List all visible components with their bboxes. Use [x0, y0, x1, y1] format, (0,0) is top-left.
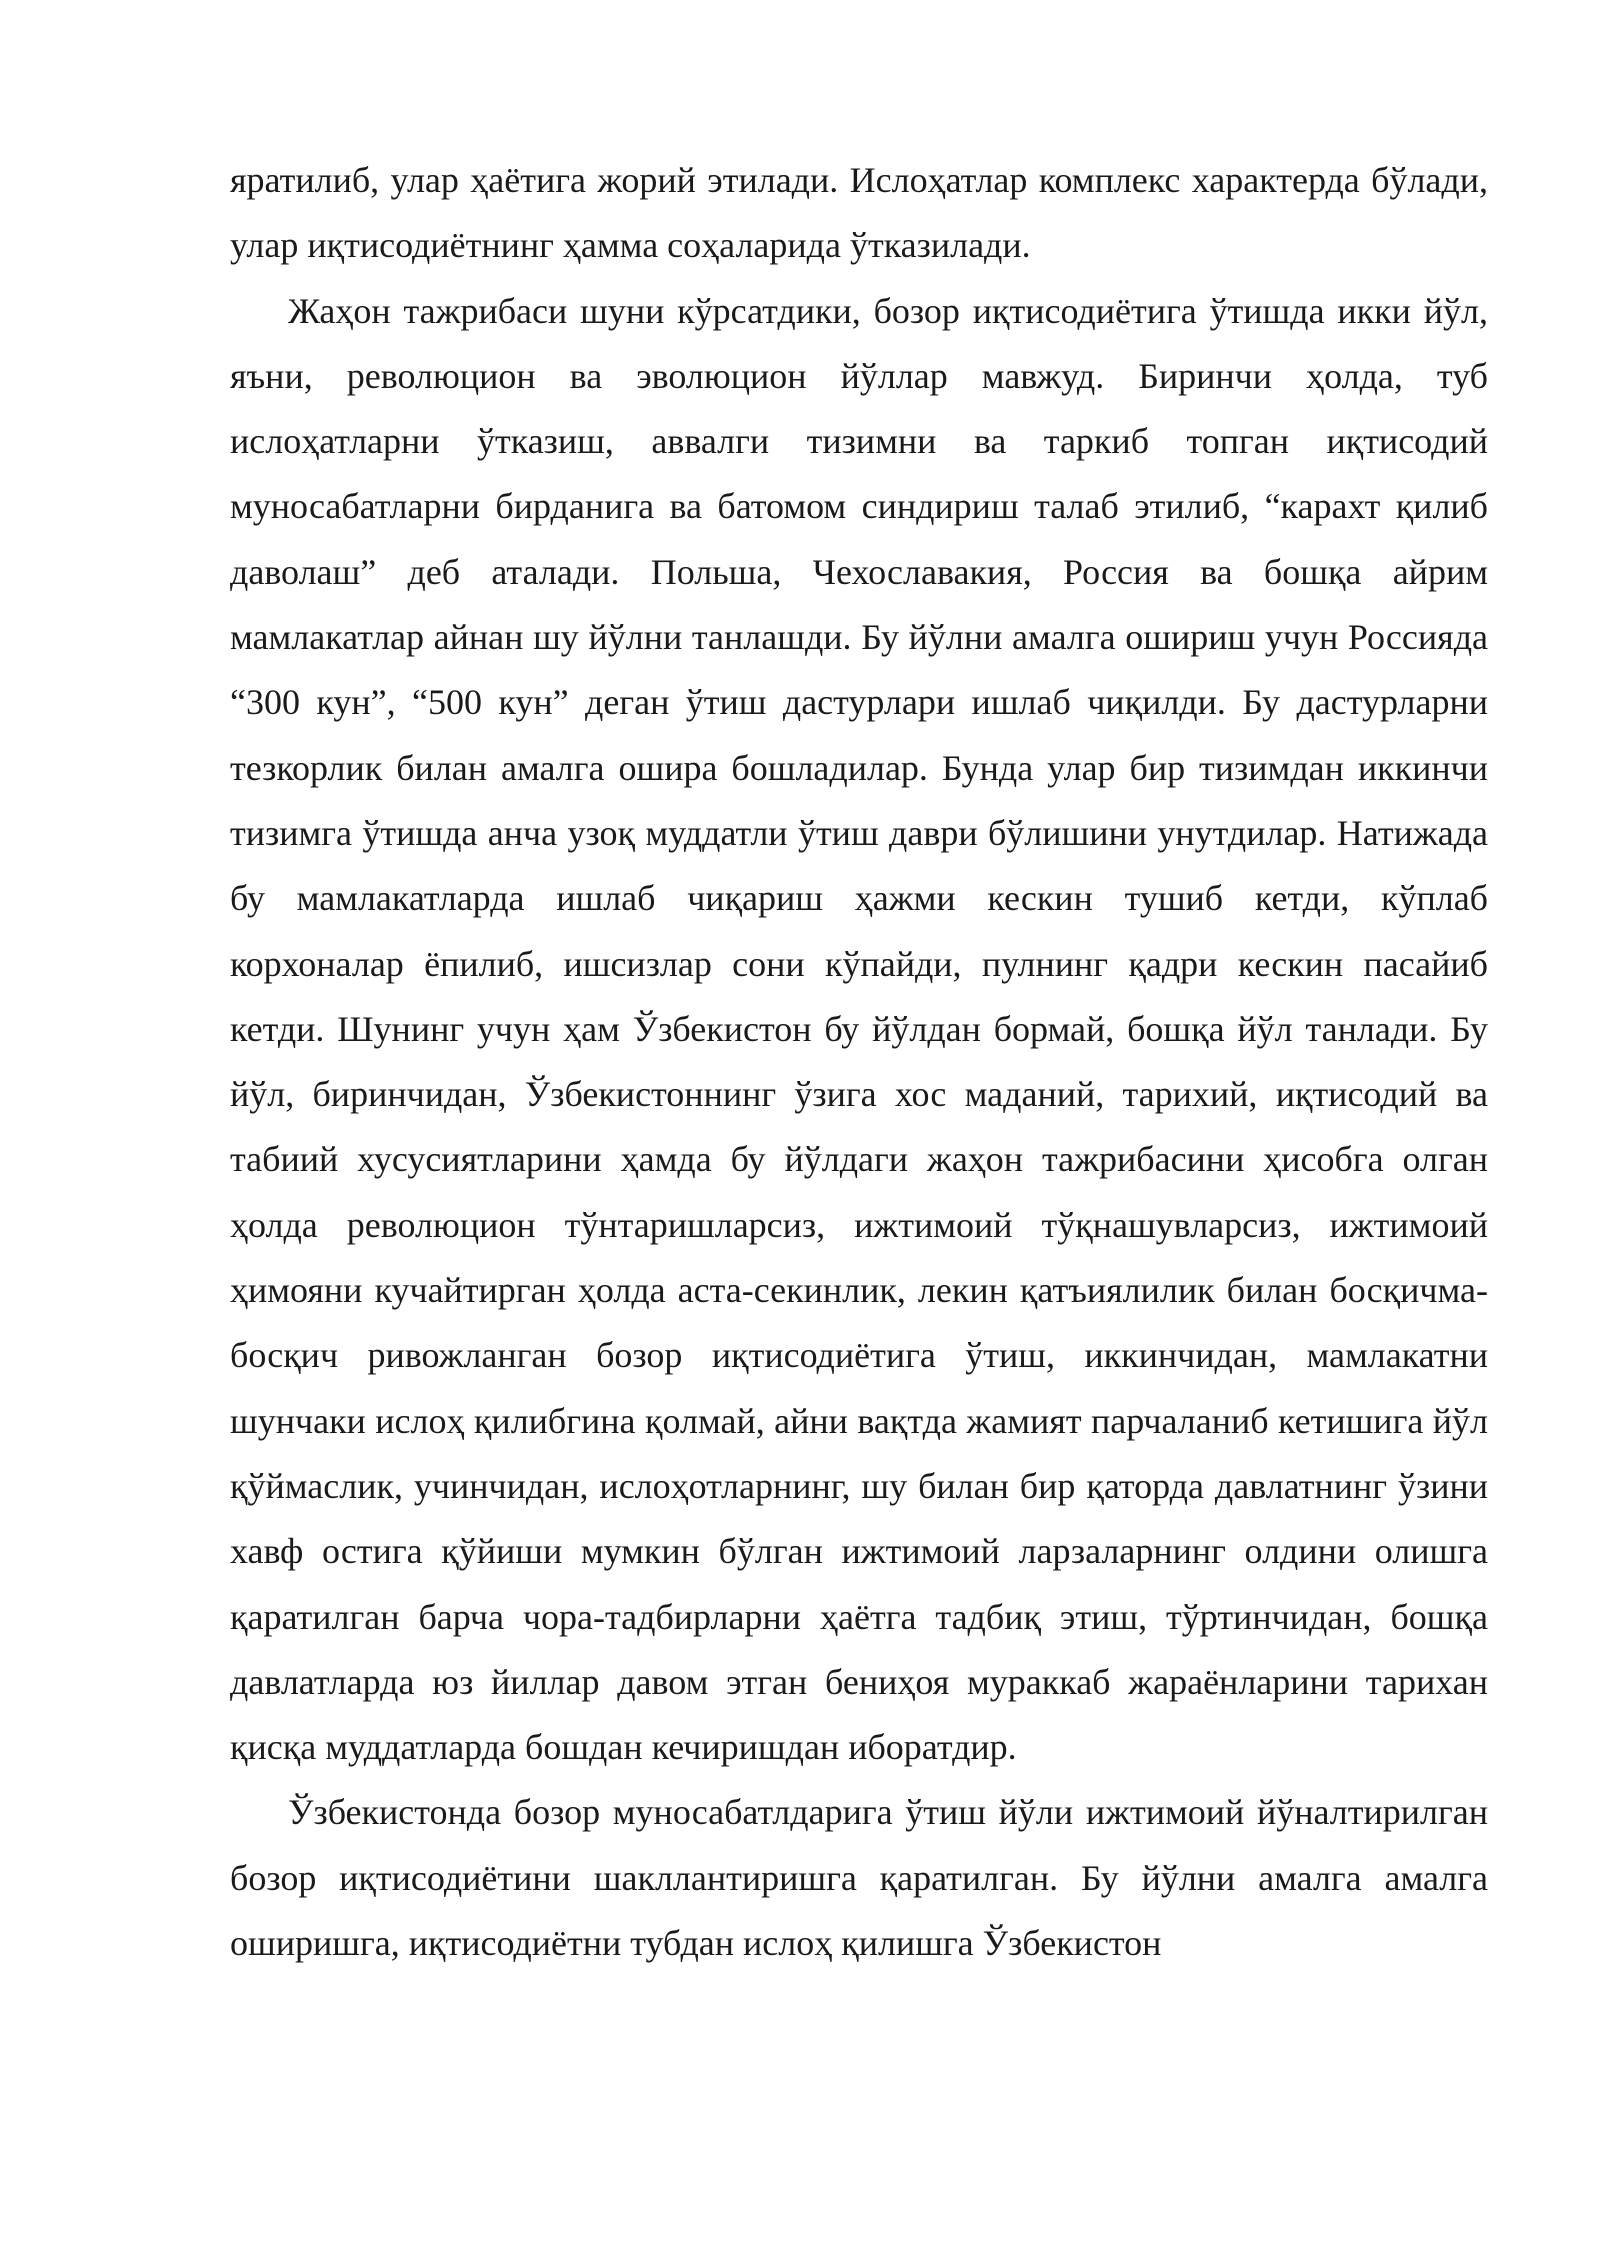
document-body	[230, 148, 1488, 1976]
paragraph-3: Ўзбекистонда бозор муносабатлдарига ўтиш йўли ижтимоий йўналтирилган бозор иқтисодиётини шакллантиришга қаратилган. Бу йўлни амалга амалга оширишга, иқтисодиётни тубдан ислоҳ қилишга Ўзбекистон	[230, 1792, 1488, 1964]
paragraph-2: Жаҳон тажрибаси шуни кўрсатдики, бозор иқтисодиётига ўтишда икки йўл, яъни, революцион ва эволюцион йўллар мавжуд. Биринчи ҳолда, туб ислоҳатларни ўтказиш, аввалги тизимни ва таркиб топган иқтисодий муносабатларни бирданига ва батомом синдириш талаб этилиб, “карахт қилиб даволаш” деб аталади. Польша, Чехославакия, Россия ва бошқа айрим мамлакатлар айнан шу йўлни танлашди. Бу йўлни амалга ошириш учун Россияда “300 кун”, “500 кун” деган ўтиш дастурлари ишлаб чиқилди. Бу дастурларни тезкорлик билан амалга ошира бошладилар. Бунда улар бир тизимдан иккинчи тизимга ўтишда анча узоқ муддатли ўтиш даври бўлишини унутдилар. Натижада бу мамлакатларда ишлаб чиқариш ҳажми кескин тушиб кетди, кўплаб корхоналар ёпилиб, ишсизлар сони кўпайди, пулнинг қадри кескин пасайиб кетди. Шунинг учун ҳам Ўзбекистон бу йўлдан бормай, бошқа йўл танлади. Бу йўл, биринчидан, Ўзбекистоннинг ўзига хос маданий, тарихий, иқтисодий ва табиий хусусиятларини ҳамда бу йўлдаги жаҳон тажрибасини ҳисобга олган ҳолда революцион тўнтаришларсиз, ижтимоий тўқнашувларсиз, ижтимоий ҳимояни кучайтирган ҳолда аста-секинлик, лекин қатъиялилик билан босқичма-босқич ривожланган бозор иқтисодиётига ўтиш, иккинчидан, мамлакатни шунчаки ислоҳ қилибгина қолмай, айни вақтда жамият парчаланиб кетишига йўл қўймаслик, учинчидан, ислоҳотларнинг, шу билан бир қаторда давлатнинг ўзини хавф остига қўйиши мумкин бўлган ижтимоий ларзаларнинг олдини олишга қаратилган барча чора-тадбирларни ҳаётга тадбиқ этиш, тўртинчидан, бошқа давлатларда юз йиллар давом этган бениҳоя мураккаб жараёнларини тарихан қисқа муддатларда бошдан кечиришдан иборатдир.	[230, 290, 1488, 1768]
paragraph-1: яратилиб, улар ҳаётига жорий этилади. Ислоҳатлар комплекс характерда бўлади, улар иқтисодиётнинг ҳамма соҳаларида ўтказилади.	[230, 160, 1488, 266]
